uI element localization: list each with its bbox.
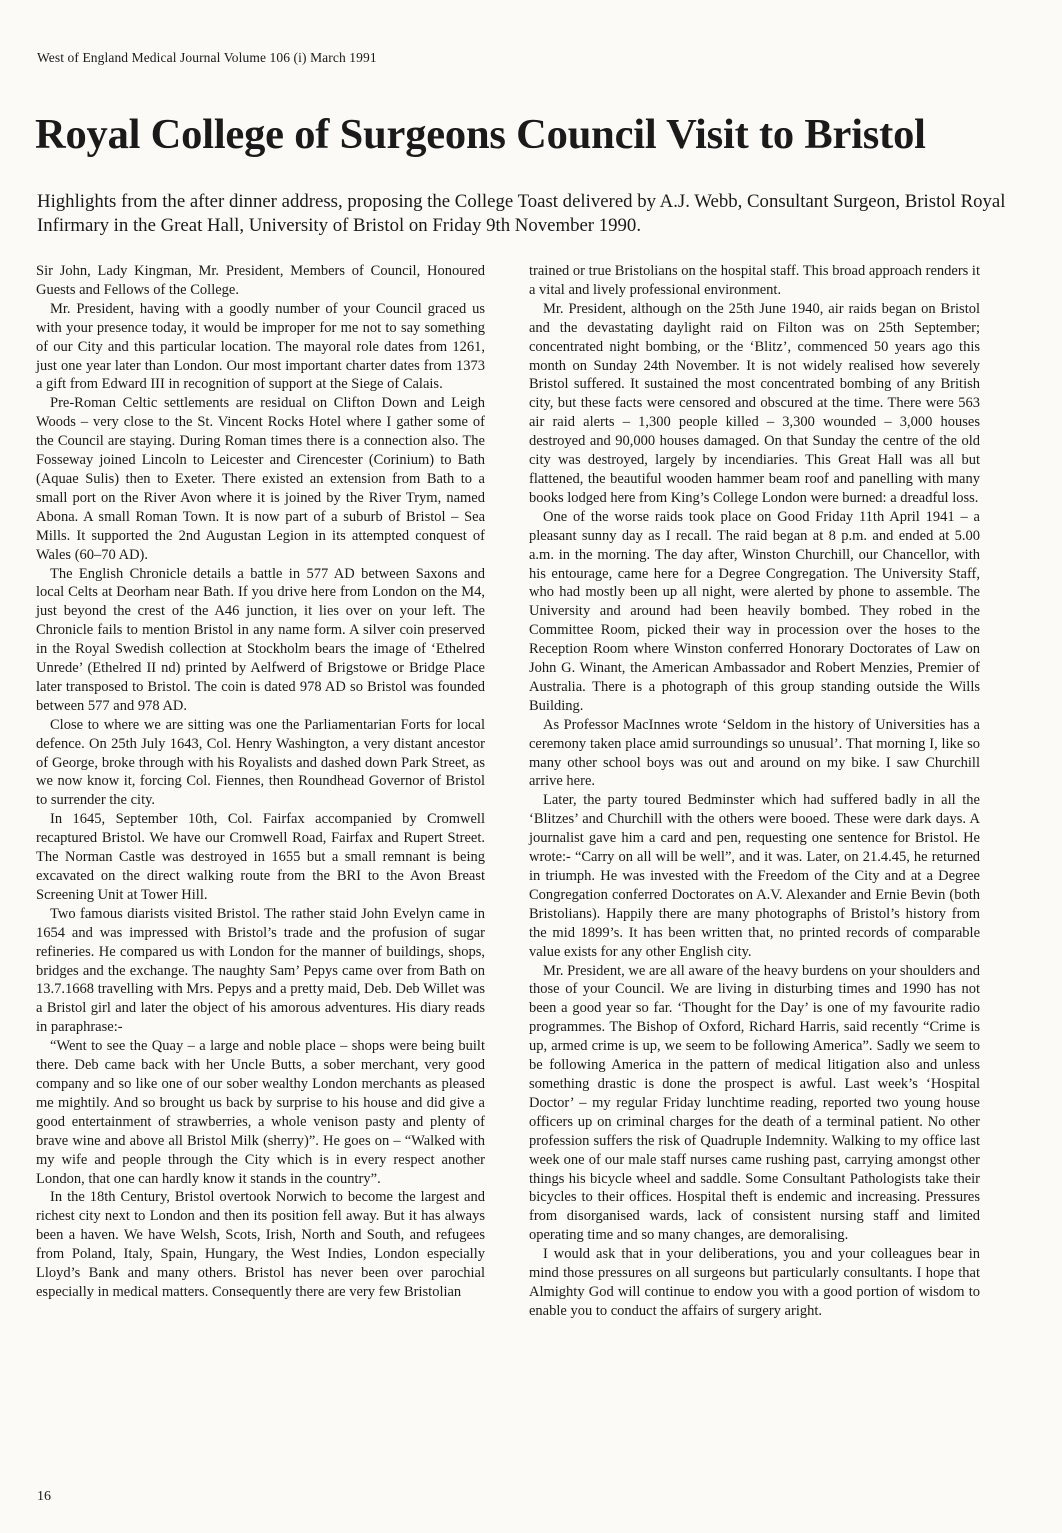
paragraph: Mr. President, we are all aware of the heavy burdens on your shoulders and those of your Council. We are living in disturbing times and 1990 has not been a good year so far. ‘Thought for the Day’ is one of my favourite radio programmes. The Bishop of Oxford, Richard Harris, said recently “Crime is up, armed crime is up, we seem to be following America”. Sadly we seem to be following America in the pattern of medical litigation also and unless something drastic is done the prospect is awful. Last week’s ‘Hospital Doctor’ – my regular Friday lunchtime reading, reported two young house officers up on criminal charges for the death of a terminal patient. No other profession suffers the risk of Quadruple Indemnity. Walking to my office last week one of our male staff nurses came rushing past, carrying amongst other things his bicycle wheel and saddle. Some Consultant Pathologists take their bicycles to their offices. Hospital theft is endemic and increasing. Pressures from disorganised wards, lack of consistent nursing staff and limited operating time and so many changes, are demoralising. — [529, 962, 980, 1244]
paragraph: “Went to see the Quay – a large and noble place – shops were being built there. Deb came back with her Uncle Butts, a sober merchant, very good company and so like one of our sober wealthy London merchants as pleased me mightily. And so brought us back by surprise to his house and did give a good entertainment of strawberries, a whole venison pasty and plenty of brave wine and above all Bristol Milk (sherry)”. He goes on – “Walked with my wife and people through the City which is in every respect another London, that one can hardly know it stands in the country”. — [36, 1038, 485, 1187]
paragraph: I would ask that in your deliberations, you and your colleagues bear in mind those pressures on all surgeons but particularly consultants. I hope that Almighty God will continue to endow you with a good portion of wisdom to enable you to conduct the affairs of surgery aright. — [529, 1246, 980, 1319]
left-column — [36, 262, 485, 1302]
page-number: 16 — [37, 1489, 51, 1504]
paragraph: Mr. President, although on the 25th June 1940, air raids began on Bristol and the devastating daylight raid on Filton was on 25th September; concentrated night bombing, or the ‘Blitz’, commenced 50 years ago this month on Sunday 24th November. It is not widely realised how severely Bristol suffered. It sustained the most concentrated bombing of any British city, but these facts were censored and obscured at the time. There were 563 air raid alerts – 1,300 people killed – 3,300 wounded – 3,000 houses destroyed and 90,000 houses damaged. On that Sunday the centre of the old city was destroyed, largely by incendiaries. This Great Hall was all but flattened, the beautiful wooden hammer beam roof and panelling with many books lodged here from King’s College London were burned: a dreadful loss. — [529, 300, 980, 506]
paragraph: As Professor MacInnes wrote ‘Seldom in the history of Universities has a ceremony taken place amid surroundings so unusual’. That morning I, like so many other school boys was out and around on my bike. I saw Churchill arrive here. — [529, 716, 980, 790]
paragraph: Later, the party toured Bedminster which had suffered badly in all the ‘Blitzes’ and Churchill with the others were booed. These were dark days. A journalist gave him a card and pen, requesting one sentence for Bristol. He wrote:- “Carry on all will be well”, and it was. Later, on 21.4.45, he returned in triumph. He was invested with the Freedom of the City and at a Degree Congregation conferred Doctorates on A.V. Alexander and Ernie Bevin (both Bristolians). Happily there are many photographs of Bristol’s history from the mid 1899’s. It has been written that, no printed records of comparable value exists for any other English city. — [529, 792, 980, 960]
paragraph: The English Chronicle details a battle in 577 AD between Saxons and local Celts at Deorham near Bath. If you drive here from London on the M4, just beyond the crest of the A46 junction, it lies over on your left. The Chronicle fails to mention Bristol in any name form. A silver coin preserved in the Royal Swedish collection at Stockholm bears the image of ‘Ethelred Unrede’ (Ethelred II nd) printed by Aelfwerd of Brigstowe or Bridge Place later transposed to Bristol. The coin is dated 978 AD so Bristol was founded between 577 and 978 AD. — [36, 565, 485, 714]
paragraph: In the 18th Century, Bristol overtook Norwich to become the largest and richest city next to London and then its position fell away. But it has always been a haven. We have Welsh, Scots, Irish, North and South, and refugees from Poland, Italy, Spain, Hungary, the West Indies, London especially Lloyd’s Bank and many others. Bristol has never been over parochial especially in medical matters. Consequently there are very few Bristolian — [36, 1189, 485, 1300]
paragraph: One of the worse raids took place on Good Friday 11th April 1941 – a pleasant sunny day as I recall. The raid began at 8 p.m. and ended at 5.00 a.m. in the morning. The day after, Winston Churchill, our Chancellor, with his entourage, came here for a Degree Congregation. The University Staff, who had mostly been up all night, were alerted by phone to assemble. The University and around had been heavily bombed. They robed in the Committee Room, picked their way in procession over the hoses to the Reception Room where Winston conferred Honorary Doctorates of Law on John G. Winant, the American Ambassador and Robert Menzies, Premier of Australia. There is a photograph of this group standing outside the Wills Building. — [529, 508, 980, 714]
paragraph: Close to where we are sitting was one the Parliamentarian Forts for local defence. On 25th July 1643, Col. Henry Washington, a very distant ancestor of George, broke through with his Royalists and dashed down Park Street, as we now know it, forcing Col. Fiennes, then Roundhead Governor of Bristol to surrender the city. — [36, 716, 485, 809]
right-column — [529, 262, 980, 1321]
paragraph: trained or true Bristolians on the hospital staff. This broad approach renders it a vital and lively professional environment. — [529, 263, 980, 298]
paragraph: Sir John, Lady Kingman, Mr. President, Members of Council, Honoured Guests and Fellows of the College. — [36, 263, 485, 298]
paragraph: In 1645, September 10th, Col. Fairfax accompanied by Cromwell recaptured Bristol. We have our Cromwell Road, Fairfax and Rupert Street. The Norman Castle was destroyed in 1655 but a small remnant is being excavated on the direct walking route from the BRI to the Avon Breast Screening Unit at Tower Hill. — [36, 811, 485, 903]
paragraph: Pre-Roman Celtic settlements are residual on Clifton Down and Leigh Woods – very close to the St. Vincent Rocks Hotel where I gather some of the Council are staying. During Roman times there is a connection also. The Fosseway joined Lincoln to Leicester and Cirencester (Corinium) to Bath (Aquae Sulis) then to Exeter. There existed an extension from Bath to a small port on the River Avon where it is joined by the River Trym, named Abona. A small Roman Town. It is now part of a suburb of Bristol – Sea Mills. It supported the 2nd Augustan Legion in its attempted conquest of Wales (60–70 AD). — [36, 395, 485, 563]
article-title: Royal College of Surgeons Council Visit to Bristol — [35, 111, 926, 158]
article-standfirst: Highlights from the after dinner address, proposing the College Toast delivered by A.J. Webb, Consultant Surgeon, Bristol Royal Infirmary in the Great Hall, University of Bristol on Friday 9th November 1990. — [37, 191, 1006, 236]
paragraph: Two famous diarists visited Bristol. The rather staid John Evelyn came in 1654 and was impressed with Bristol’s trade and the profusion of sugar refineries. He compared us with London for the manner of buildings, shops, bridges and the exchange. The naughty Sam’ Pepys came over from Bath on 13.7.1668 travelling with Mrs. Pepys and a pretty maid, Deb. Deb Willet was a Bristol girl and later the object of his amorous adventures. His diary reads in paraphrase:- — [36, 905, 485, 1036]
running-head: West of England Medical Journal Volume 106 (i) March 1991 — [37, 50, 377, 65]
paragraph: Mr. President, having with a goodly number of your Council graced us with your presence today, it would be improper for me not to say something of our City and this particular location. The mayoral role dates from 1261, just one year later than London. Our most important charter dates from 1373 a gift from Edward III in recognition of support at the Siege of Calais. — [36, 300, 485, 393]
